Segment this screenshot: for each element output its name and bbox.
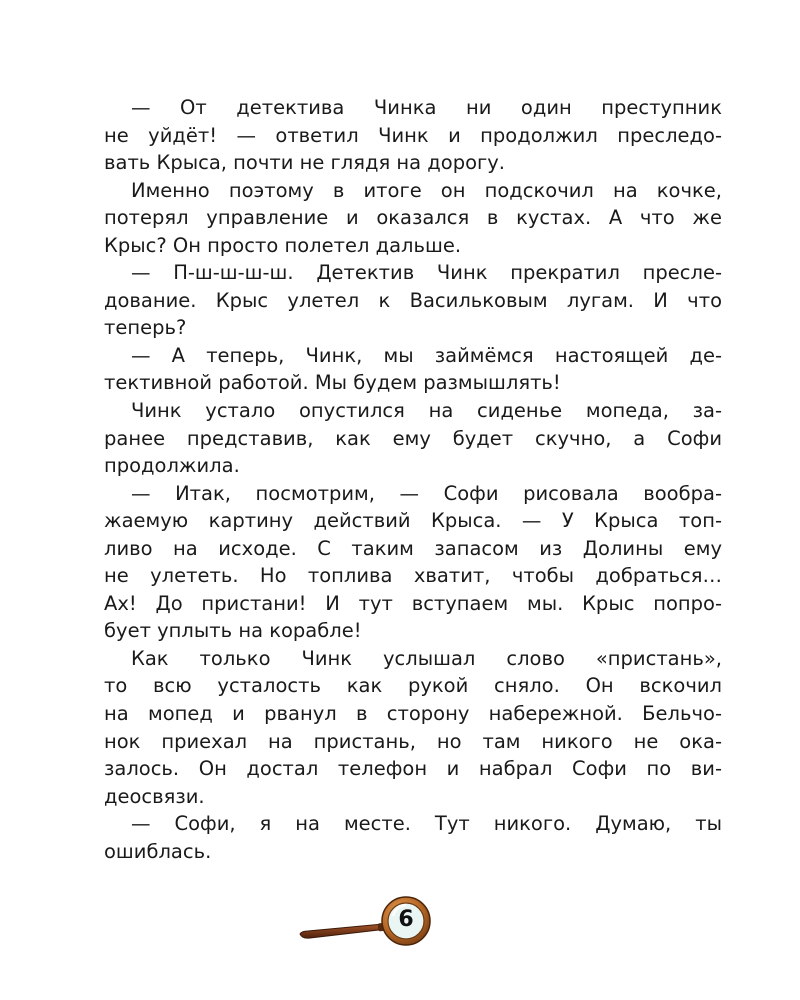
text-line: ошиблась. xyxy=(104,839,212,863)
page-number: 6 xyxy=(398,907,414,932)
text-line: деосвязи. xyxy=(104,784,205,808)
text-line: — Итак, посмотрим, — Софи рисовала вообра- xyxy=(131,481,722,505)
story-text xyxy=(104,94,722,865)
text-line: вать Крыса, почти не глядя на дорогу. xyxy=(104,151,506,175)
text-line: тективной работой. Мы будем размышлять! xyxy=(104,371,561,395)
text-line: нок приехал на пристань, но там никого не ока- xyxy=(104,729,722,753)
text-line: жаемую картину действий Крыса. — У Крыса топ- xyxy=(104,509,722,533)
text-line: на мопед и рванул в сторону набережной. Бельчо- xyxy=(104,702,722,726)
text-line: бует уплыть на корабле! xyxy=(104,619,362,643)
text-line: теперь? xyxy=(104,316,187,340)
text-line: — Софи, я на месте. Тут никого. Думаю, ты xyxy=(131,812,722,836)
text-line: продолжила. xyxy=(104,454,240,478)
text-line: Как только Чинк услышал слово «пристань», xyxy=(131,646,722,670)
text-line: — А теперь, Чинк, мы займёмся настоящей де- xyxy=(131,343,722,367)
text-line: Ах! До пристани! И тут вступаем мы. Крыс попро- xyxy=(104,591,722,615)
text-line: — П-ш-ш-ш-ш. Детектив Чинк прекратил пресле- xyxy=(131,261,722,285)
text-line: — От детектива Чинка ни один преступник xyxy=(131,96,722,119)
text-line: дование. Крыс улетел к Васильковым лугам. И что xyxy=(104,288,722,312)
text-line: Именно поэтому в итоге он подскочил на кочке, xyxy=(131,178,722,202)
text-line: то всю усталость как рукой сняло. Он вскочил xyxy=(104,674,722,698)
text-line: не уйдёт! — ответил Чинк и продолжил преследо- xyxy=(104,123,722,147)
text-line: ливо на исходе. С таким запасом из Долины ему xyxy=(104,536,722,560)
text-line: Чинк устало опустился на сиденье мопеда, за- xyxy=(131,399,722,423)
text-line: залось. Он достал телефон и набрал Софи по ви- xyxy=(104,757,722,781)
text-line: ранее представив, как ему будет скучно, а Софи xyxy=(104,426,722,450)
text-line: не улететь. Но топлива хватит, чтобы добраться… xyxy=(104,564,722,588)
text-line: потерял управление и оказался в кустах. А что же xyxy=(104,206,722,230)
text-line: Крыс? Он просто полетел дальше. xyxy=(104,233,462,257)
